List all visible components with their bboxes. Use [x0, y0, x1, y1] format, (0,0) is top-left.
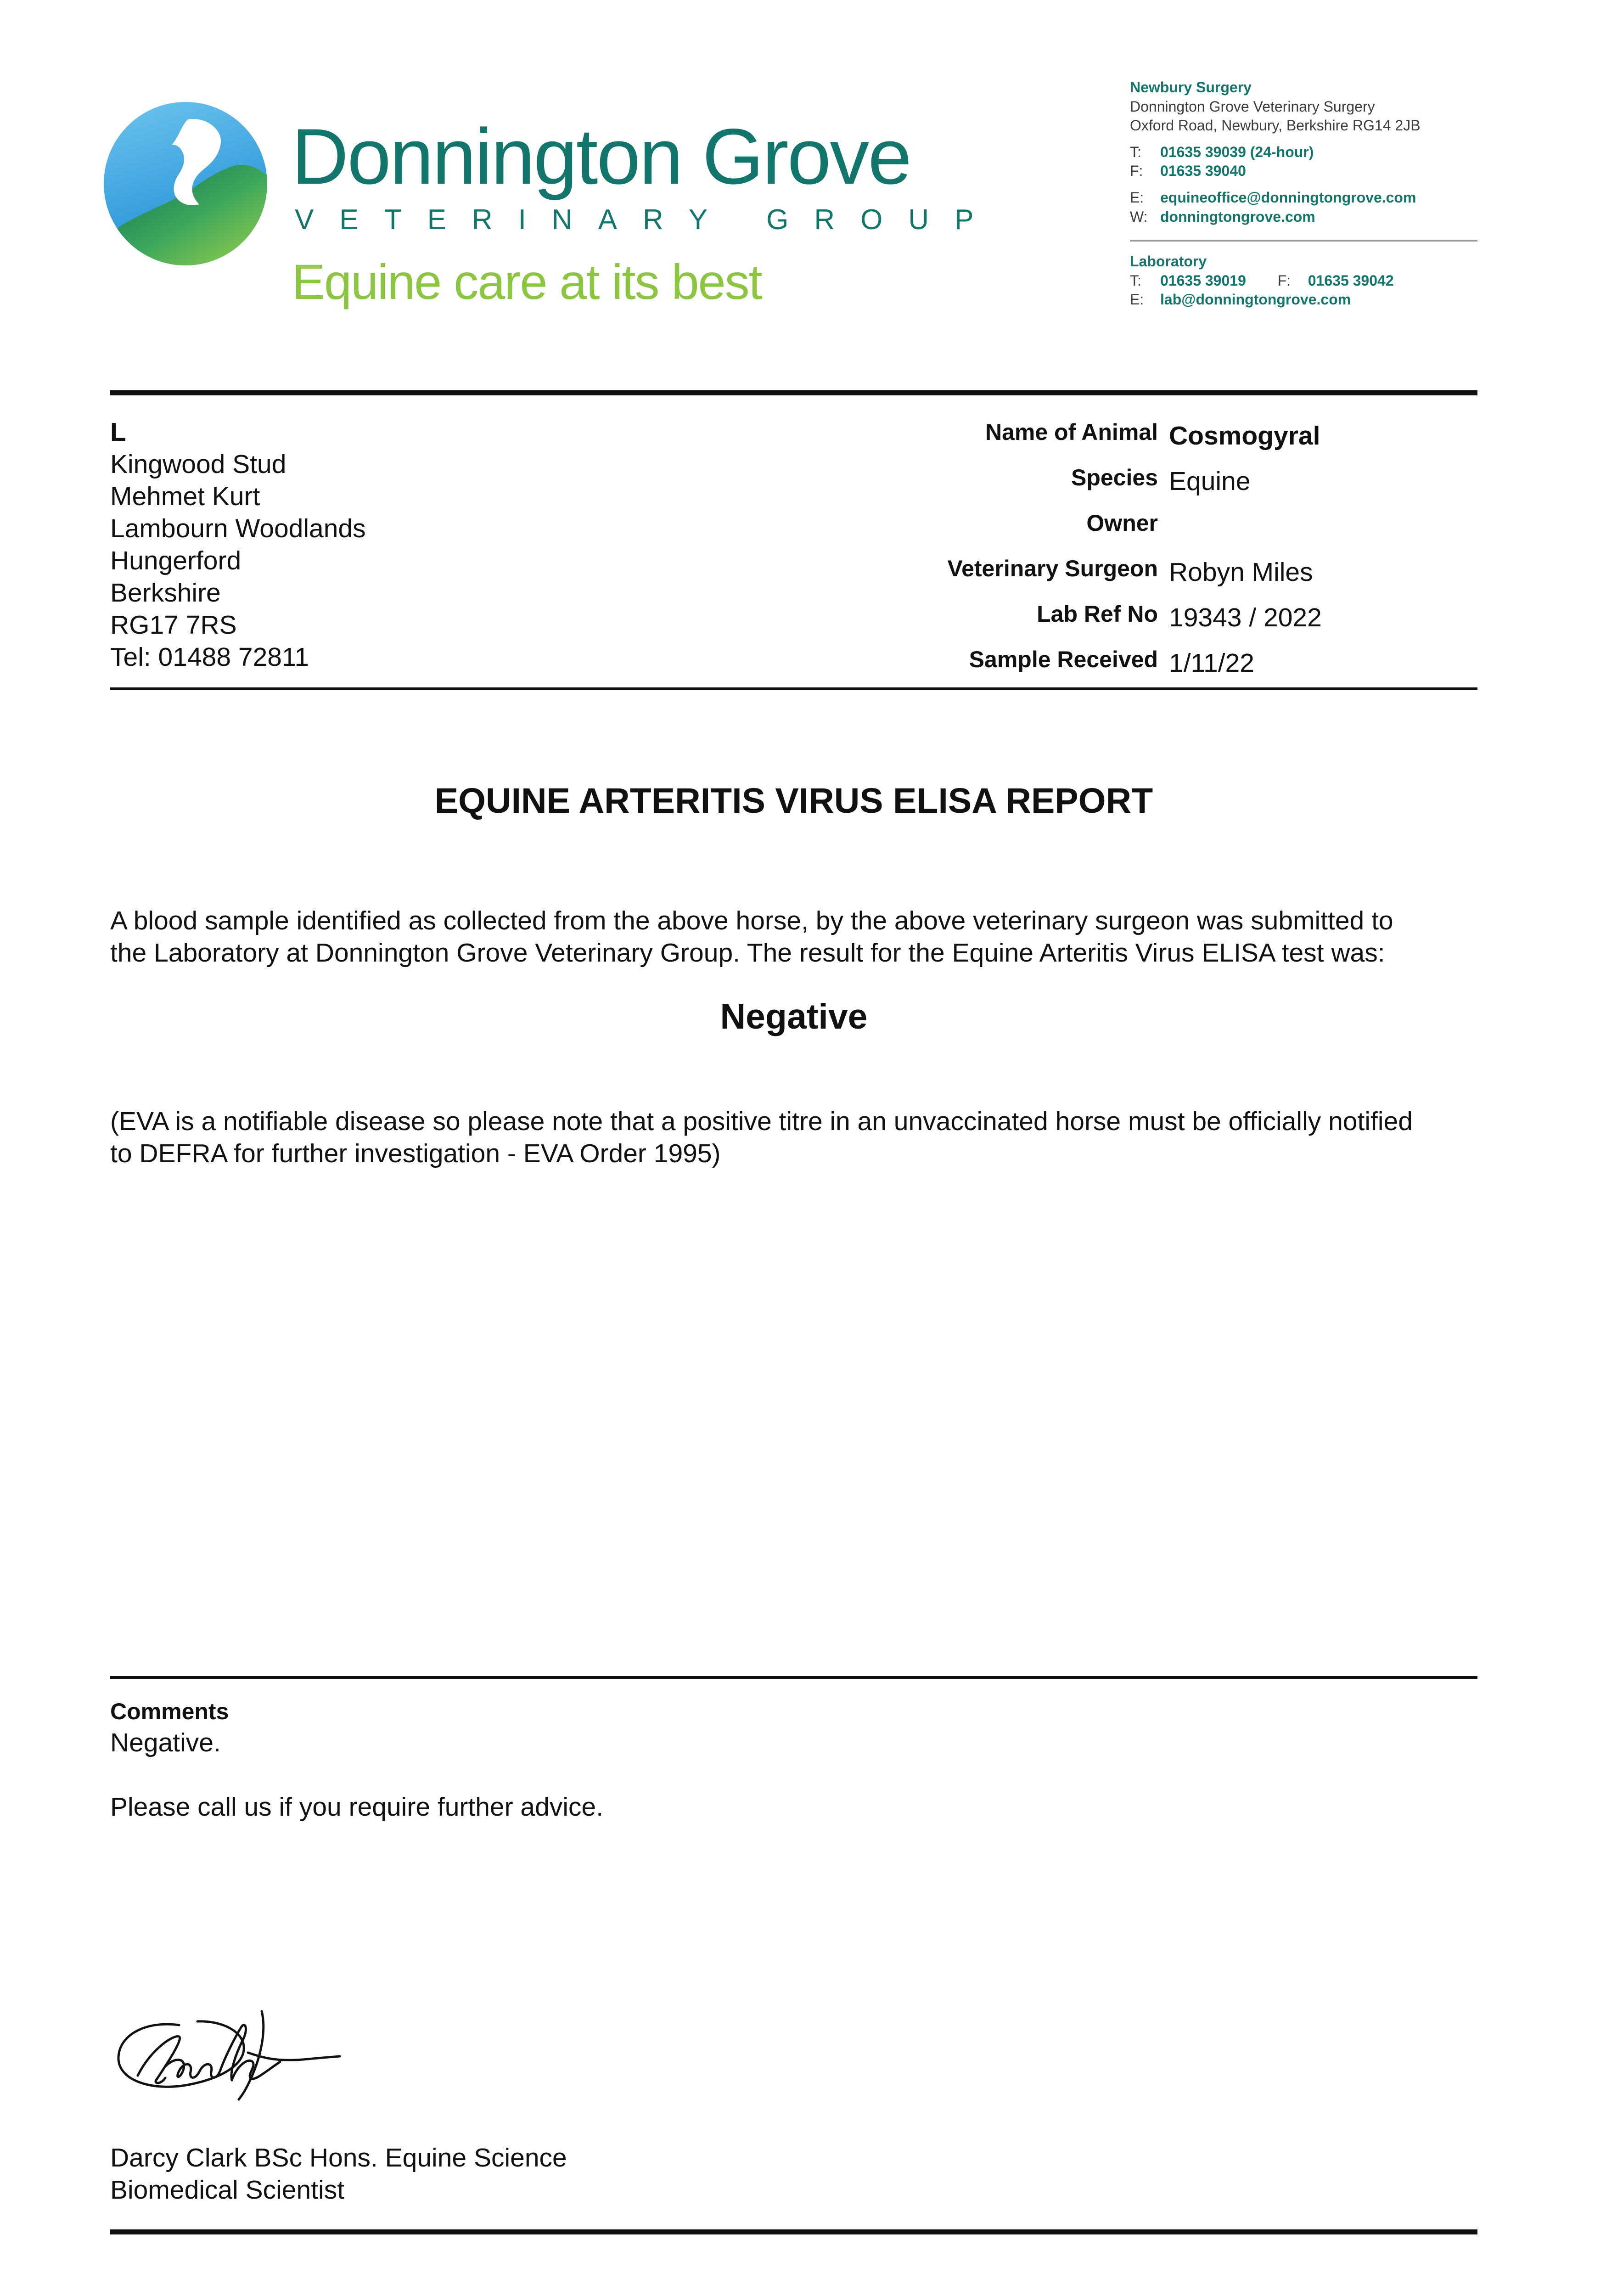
comments-text: Negative.: [110, 1728, 221, 1757]
surgery-fax-key: F:: [1130, 163, 1143, 180]
address-line: Tel: 01488 72811: [110, 642, 309, 672]
surgery-contact: [1130, 78, 1421, 226]
detail-value: [1158, 507, 1169, 509]
intro-line: the Laboratory at Donnington Grove Veterinary Group. The result for the Equine Arteritis Virus ELISA test was:: [110, 938, 1385, 968]
note-line: to DEFRA for further investigation - EVA Order 1995): [110, 1139, 721, 1168]
surgery-heading: Newbury Surgery: [1130, 79, 1252, 96]
detail-value: 19343 / 2022: [1169, 603, 1322, 632]
detail-row-sample-received: [689, 643, 1477, 689]
address-line: Hungerford: [110, 546, 241, 575]
surgery-tel-key: T:: [1130, 143, 1141, 160]
animal-details: [689, 416, 1477, 689]
comments-heading: Comments: [110, 1699, 229, 1724]
detail-label: Veterinary Surgeon: [947, 556, 1158, 581]
report-title: EQUINE ARTERITIS VIRUS ELISA REPORT: [434, 781, 1153, 821]
comments-divider: [110, 1676, 1477, 1679]
surgery-web: donningtongrove.com: [1160, 208, 1315, 225]
detail-row-owner: [689, 507, 1477, 552]
detail-value: 1/11/22: [1169, 648, 1254, 678]
laboratory-contact: [1130, 252, 1394, 310]
detail-row-animal-name: [689, 416, 1477, 461]
surgery-web-key: W:: [1130, 208, 1148, 225]
horse-head-logo-icon: [103, 101, 268, 266]
detail-label: Sample Received: [969, 647, 1158, 672]
signatory: [110, 2142, 567, 2206]
laboratory-fax: 01635 39042: [1308, 272, 1394, 289]
detail-label: Lab Ref No: [1037, 601, 1158, 627]
detail-value: Equine: [1169, 467, 1251, 496]
detail-label: Name of Animal: [985, 419, 1158, 445]
laboratory-tel-key: T:: [1130, 272, 1141, 289]
brand-subtitle: VETERINARY GROUP: [295, 204, 1000, 236]
laboratory-email-key: E:: [1130, 291, 1144, 308]
address-line: Mehmet Kurt: [110, 482, 260, 511]
eva-note: [110, 1105, 1477, 1170]
intro-line: A blood sample identified as collected from the above horse, by the above veterinary surgeon was submitted to: [110, 906, 1393, 935]
details-divider: [110, 687, 1477, 690]
detail-row-vet: [689, 552, 1477, 598]
surgery-email: equineoffice@donningtongrove.com: [1160, 189, 1416, 206]
surgery-address-line2: Oxford Road, Newbury, Berkshire RG14 2JB: [1130, 117, 1421, 134]
handwritten-signature-icon: [110, 1993, 367, 2103]
signatory-role: Biomedical Scientist: [110, 2175, 345, 2205]
address-line: Kingwood Stud: [110, 450, 286, 479]
detail-row-lab-ref: [689, 598, 1477, 643]
surgery-fax: 01635 39040: [1160, 163, 1246, 180]
brand-tagline: Equine care at its best: [292, 254, 762, 310]
laboratory-tel: 01635 39019: [1160, 272, 1246, 289]
header-divider: [110, 390, 1477, 395]
detail-label: Species: [1071, 465, 1158, 490]
surgery-address-line1: Donnington Grove Veterinary Surgery: [1130, 98, 1375, 115]
address-line: Berkshire: [110, 578, 221, 608]
footer-divider: [110, 2229, 1477, 2234]
test-result: Negative: [720, 997, 868, 1036]
report-intro: [110, 905, 1477, 969]
laboratory-fax-key: F:: [1277, 272, 1291, 289]
note-line: (EVA is a notifiable disease so please note that a positive titre in an unvaccinated horse must be officially notified: [110, 1107, 1413, 1136]
surgery-tel: 01635 39039 (24-hour): [1160, 143, 1314, 160]
signatory-name: Darcy Clark BSc Hons. Equine Science: [110, 2143, 567, 2172]
detail-row-species: [689, 461, 1477, 507]
brand-name: Donnington Grove: [292, 113, 910, 201]
address-line: L: [110, 417, 126, 447]
address-line: Lambourn Woodlands: [110, 514, 366, 543]
detail-label: Owner: [1086, 510, 1158, 536]
surgery-email-key: E:: [1130, 189, 1144, 206]
detail-value: Cosmogyral: [1169, 421, 1320, 450]
advice-text: Please call us if you require further advice.: [110, 1792, 604, 1822]
detail-value: Robyn Miles: [1169, 557, 1313, 587]
address-line: RG17 7RS: [110, 610, 237, 640]
laboratory-heading: Laboratory: [1130, 253, 1207, 270]
client-address: [110, 416, 366, 673]
laboratory-email: lab@donningtongrove.com: [1160, 291, 1351, 308]
contact-divider: [1130, 240, 1477, 242]
